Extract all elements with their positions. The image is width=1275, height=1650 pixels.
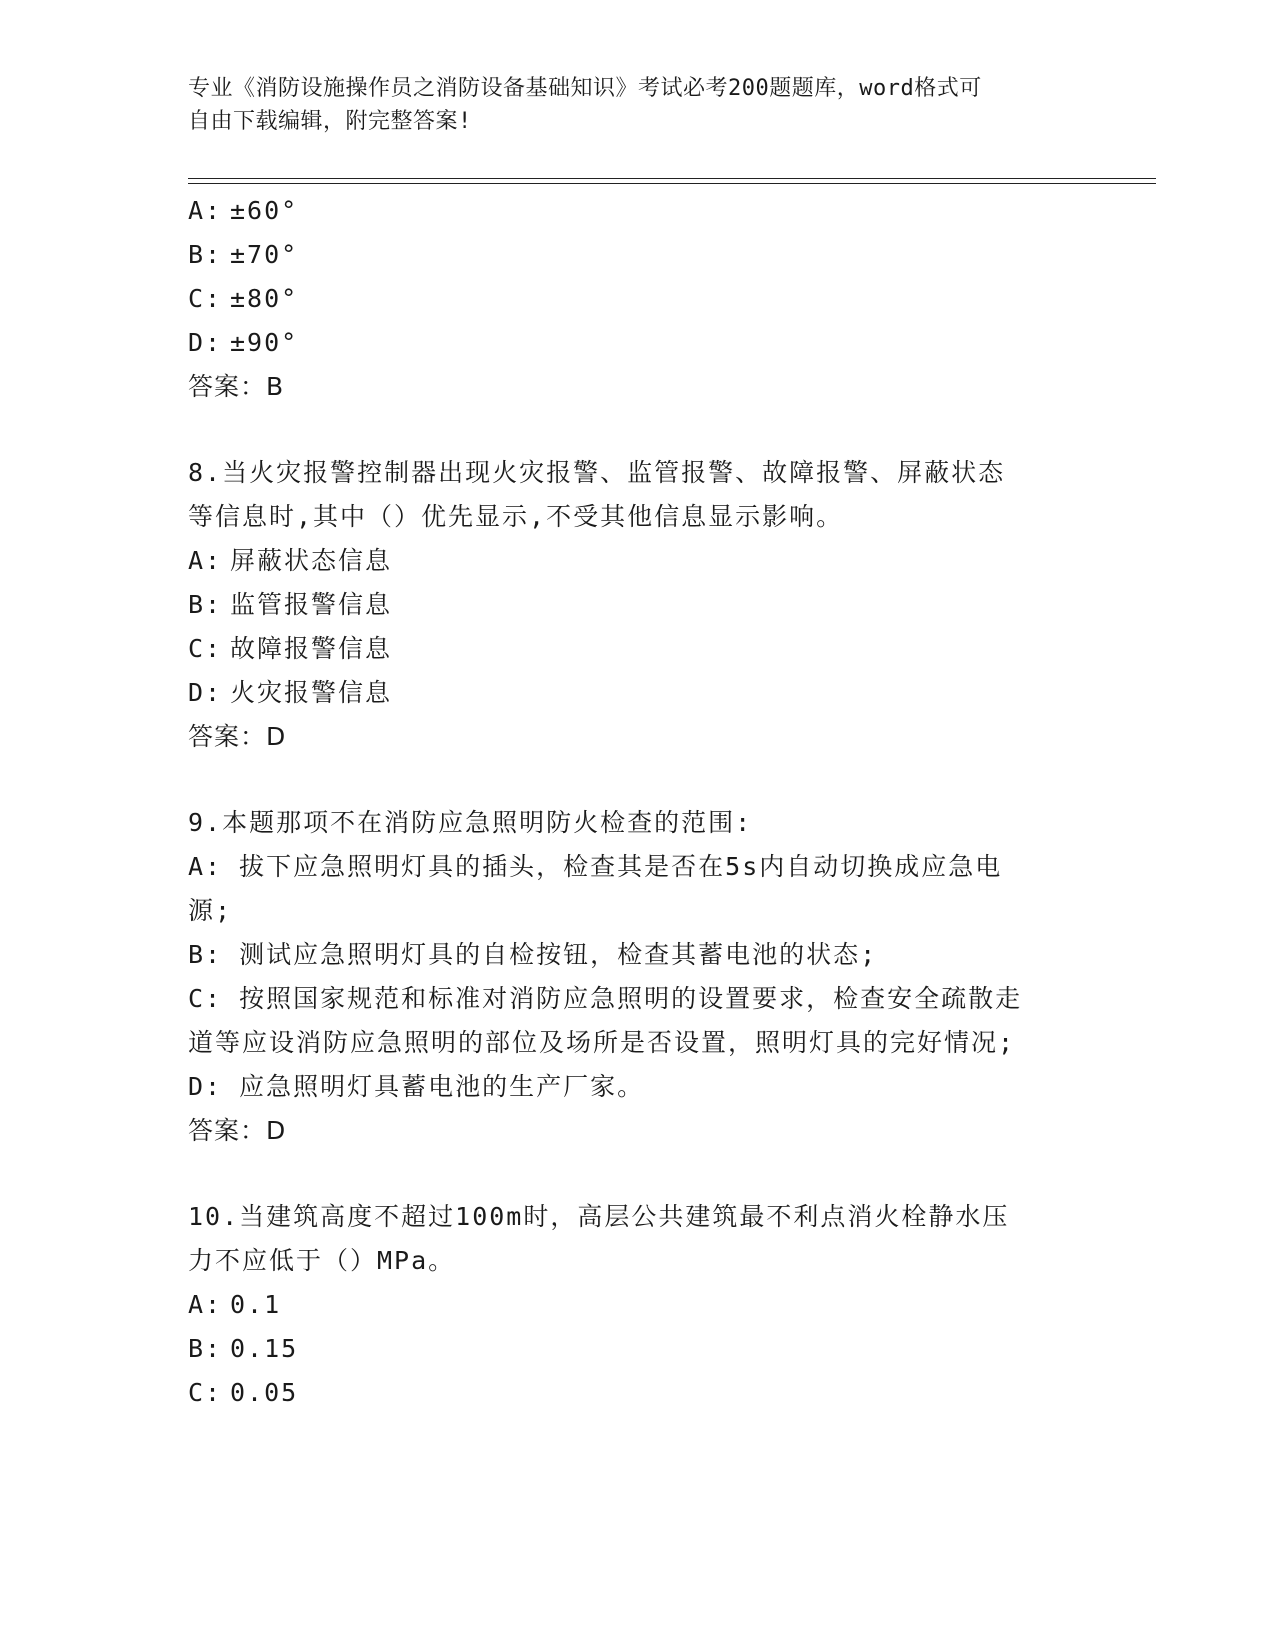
- q9-option-b: B: 测试应急照明灯具的自检按钮，检查其蓄电池的状态;: [188, 940, 878, 969]
- q9-option-a-line-1: A: 拔下应急照明灯具的插头，检查其是否在5s内自动切换成应急电: [188, 852, 1003, 881]
- header-divider-top: [188, 178, 1156, 179]
- q8-option-c: C: 故障报警信息: [188, 634, 393, 663]
- q8-stem-line-2: 等信息时,其中（）优先显示,不受其他信息显示影响。: [188, 502, 844, 531]
- q7-option-a: A: ±60°: [188, 196, 299, 225]
- q8-option-a: A: 屏蔽状态信息: [188, 546, 393, 575]
- q10-option-c: C: 0.05: [188, 1378, 299, 1407]
- document-header: [188, 72, 1068, 138]
- q7-option-d: D: ±90°: [188, 328, 299, 357]
- q9-option-d: D: 应急照明灯具蓄电池的生产厂家。: [188, 1072, 645, 1101]
- q10-option-b: B: 0.15: [188, 1334, 299, 1363]
- q9-option-a-line-2: 源;: [188, 896, 233, 925]
- q10-stem-line-2: 力不应低于（）MPa。: [188, 1246, 456, 1275]
- q9-option-c-line-2: 道等应设消防应急照明的部位及场所是否设置，照明灯具的完好情况;: [188, 1028, 1016, 1057]
- q8-answer: 答案：D: [188, 722, 287, 751]
- q9-stem: 9.本题那项不在消防应急照明防火检查的范围:: [188, 808, 753, 837]
- q9-answer: 答案：D: [188, 1116, 287, 1145]
- header-divider-bottom: [188, 183, 1156, 184]
- header-line-2: 自由下载编辑，附完整答案!: [188, 109, 472, 134]
- q8-option-b: B: 监管报警信息: [188, 590, 393, 619]
- q7-answer: 答案：B: [188, 372, 285, 401]
- q10-stem-line-1: 10.当建筑高度不超过100m时，高层公共建筑最不利点消火栓静水压: [188, 1202, 1010, 1231]
- header-line-1: 专业《消防设施操作员之消防设备基础知识》考试必考200题题库，word格式可: [188, 76, 982, 101]
- q8-stem-line-1: 8.当火灾报警控制器出现火灾报警、监管报警、故障报警、屏蔽状态: [188, 458, 1006, 487]
- q9-option-c-line-1: C: 按照国家规范和标准对消防应急照明的设置要求，检查安全疏散走: [188, 984, 1023, 1013]
- q7-option-c: C: ±80°: [188, 284, 299, 313]
- q7-option-b: B: ±70°: [188, 240, 299, 269]
- q8-option-d: D: 火灾报警信息: [188, 678, 393, 707]
- q10-option-a: A: 0.1: [188, 1290, 282, 1319]
